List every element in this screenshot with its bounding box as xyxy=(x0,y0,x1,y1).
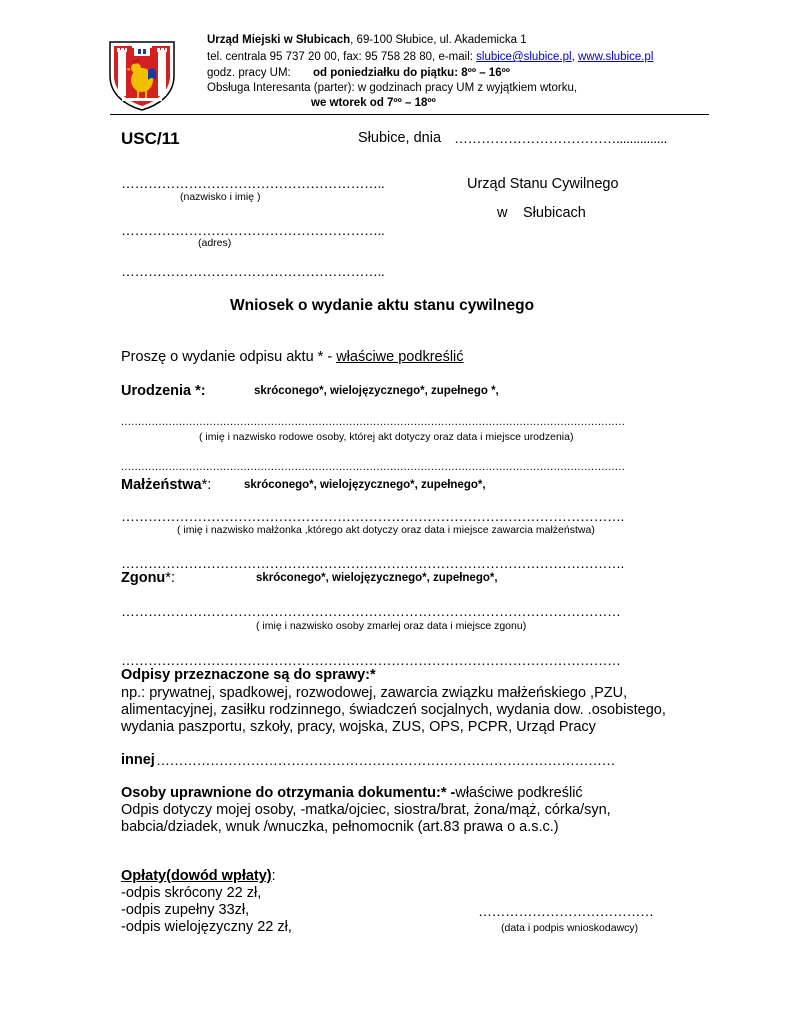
marriage-star: *: xyxy=(201,477,212,493)
service-line: Obsługa Interesanta (parter): w godzinach pracy UM z wyjątkiem wtorku, xyxy=(207,82,578,94)
marriage-hint: ( imię i nazwisko małżonka ,którego akt dotyczy oraz data i miejsce zawarcia małżeństwa) xyxy=(177,524,595,536)
form-code: USC/11 xyxy=(121,129,180,148)
death-star: *: xyxy=(165,570,175,586)
hours-line xyxy=(207,66,291,81)
request-line xyxy=(121,349,464,365)
fee-short: -odpis skrócony 22 zł, xyxy=(121,885,262,901)
header-divider xyxy=(110,114,709,115)
name-field[interactable]: ………………………………………………….. xyxy=(121,175,385,191)
authorized-heading xyxy=(121,785,583,801)
place-date-field[interactable]: ………………………………............... xyxy=(454,130,667,146)
purpose-line-2: alimentacyjnej, zasiłku rodzinnego, świadczeń socjalnych, wydania dow. .osobistego, xyxy=(121,702,666,718)
office-header xyxy=(207,33,527,48)
marriage-field[interactable]: …………………………………………………………………………………………………. xyxy=(121,508,624,524)
signature-hint: (data i podpis wnioskodawcy) xyxy=(501,922,639,934)
purpose-line-1: np.: prywatnej, spadkowej, rozwodowej, zawarcia związku małżeńskiego ,PZU, xyxy=(121,685,628,701)
birth-field[interactable]: .................................................................................................................................................... xyxy=(121,416,626,428)
other-label: innej xyxy=(121,752,155,768)
authorized-line-1: Odpis dotyczy mojej osoby, -matka/ojciec, siostra/brat, żona/mąż, córka/syn, xyxy=(121,802,611,818)
authorized-label: Osoby uprawnione do otrzymania dokumentu:* - xyxy=(121,785,456,801)
death-options[interactable]: skróconego*, wielojęzycznego*, zupełnego*, xyxy=(256,572,498,584)
death-field[interactable]: ………………………………………………………………………………………………… xyxy=(121,603,621,619)
fees-label: Opłaty(dowód wpłaty) xyxy=(121,868,272,884)
marriage-options[interactable]: skróconego*, wielojęzycznego*, zupełnego*, xyxy=(244,479,486,491)
birth-label: Urodzenia *: xyxy=(121,383,206,399)
recipient-w: w xyxy=(497,205,508,221)
fee-multilingual: -odpis wielojęzyczny 22 zł, xyxy=(121,919,292,935)
address-field[interactable]: ………………………………………………….. xyxy=(121,222,385,238)
office-name: Urząd Miejski w Słubicach xyxy=(207,34,351,46)
address-hint: (adres) xyxy=(198,237,232,249)
fees-colon: : xyxy=(271,868,276,884)
marriage-label: Małżeństwa xyxy=(121,477,202,493)
other-field[interactable]: ………………………………………………………………………………………… xyxy=(156,752,615,768)
place-date-label: Słubice, dnia xyxy=(358,130,442,146)
recipient-office: Urząd Stanu Cywilnego xyxy=(467,176,619,192)
contact-prefix: tel. centrala 95 737 20 00, fax: 95 758 28 80, e-mail: xyxy=(207,51,477,63)
fees-heading xyxy=(121,868,276,884)
death-heading xyxy=(121,570,175,586)
marriage-heading xyxy=(121,477,211,493)
signature-field[interactable]: ………………………………… xyxy=(478,903,654,919)
birth-hint: ( imię i nazwisko rodowe osoby, której akt dotyczy oraz data i miejsce urodzenia) xyxy=(199,431,574,443)
office-address: , 69-100 Słubice, ul. Akademicka 1 xyxy=(350,34,527,46)
death-field-2[interactable]: ………………………………………………………………………………………………… xyxy=(121,652,621,668)
birth-options[interactable]: skróconego*, wielojęzycznego*, zupełnego *, xyxy=(254,385,499,397)
purpose-label: Odpisy przeznaczone są do sprawy:* xyxy=(121,667,376,683)
address-field-2[interactable]: ………………………………………………….. xyxy=(121,263,385,279)
authorized-hint: właściwe podkreślić xyxy=(455,785,583,801)
purpose-line-3: wydania paszportu, szkoły, pracy, wojska, ZUS, OPS, PCPR, Urząd Pracy xyxy=(121,719,596,735)
hours-value: od poniedziałku do piątku: 8ºº – 16ºº xyxy=(313,67,510,79)
email-link[interactable]: slubice@slubice.pl xyxy=(476,51,572,63)
hours-label: godz. pracy UM: xyxy=(207,67,291,79)
request-underlined: właściwe podkreślić xyxy=(336,349,464,365)
document-title: Wniosek o wydanie aktu stanu cywilnego xyxy=(230,297,535,314)
contact-comma: , xyxy=(571,51,578,63)
fee-full: -odpis zupełny 33zł, xyxy=(121,902,250,918)
city-coat-of-arms xyxy=(108,40,176,112)
contact-line xyxy=(207,50,653,65)
name-hint: (nazwisko i imię ) xyxy=(180,191,261,203)
birth-field-2[interactable]: .................................................................................................................................................... xyxy=(121,461,626,473)
recipient-city: Słubicach xyxy=(523,205,586,221)
death-label: Zgonu xyxy=(121,570,166,586)
authorized-line-2: babcia/dziadek, wnuk /wnuczka, pełnomocnik (art.83 prawa o a.s.c.) xyxy=(121,819,559,835)
death-hint: ( imię i nazwisko osoby zmarłej oraz data i miejsce zgonu) xyxy=(256,620,527,632)
tuesday-line: we wtorek od 7ºº – 18ºº xyxy=(311,97,436,109)
marriage-field-2[interactable]: …………………………………………………………………………………………………. xyxy=(121,555,624,571)
website-link[interactable]: www.slubice.pl xyxy=(577,51,654,63)
request-text: Proszę o wydanie odpisu aktu * - xyxy=(121,349,337,365)
